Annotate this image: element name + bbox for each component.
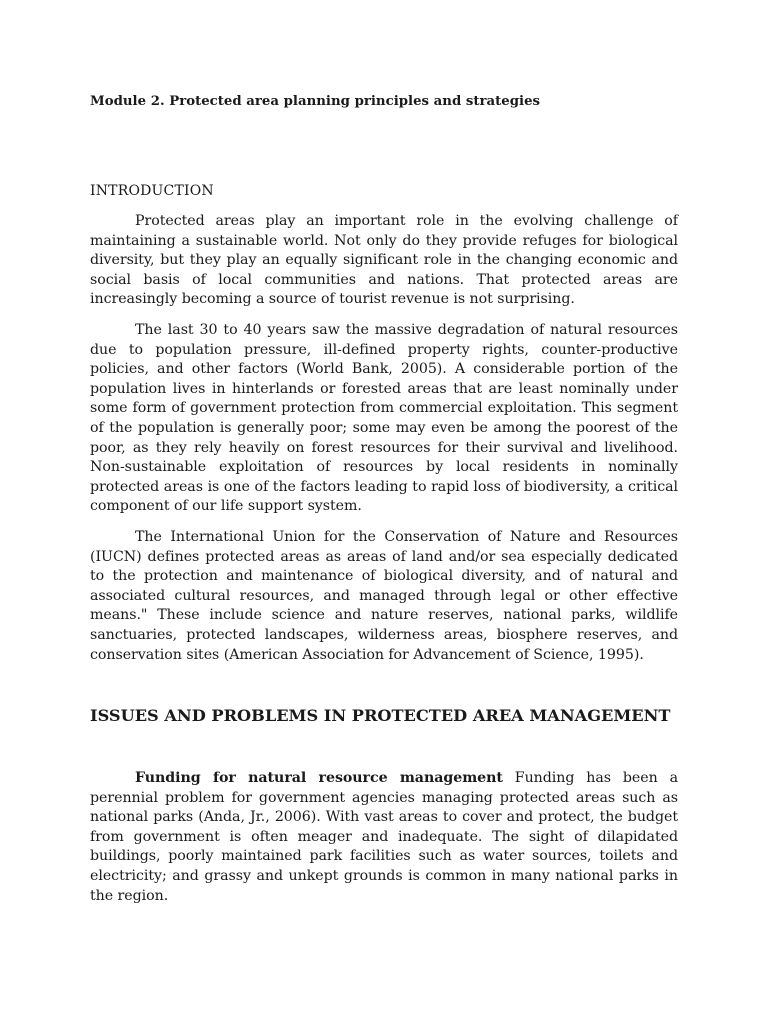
- introduction-heading: INTRODUCTION: [90, 183, 214, 199]
- funding-run-in-heading: Funding for natural resource management: [135, 770, 503, 786]
- funding-paragraph-text: Funding has been a perennial problem for government agencies managing protected areas such as national parks (Anda, Jr., 2006). With vast areas to cover and protect, the budget from government is often meager and inadequate. The sight of dilapidated buildings, poorly maintained park facilities such as water sources, toilets and electricity; and grassy and unkept grounds is common in many national parks in the region.: [90, 770, 678, 904]
- issues-section-heading: ISSUES AND PROBLEMS IN PROTECTED AREA MANAGEMENT: [90, 706, 671, 725]
- intro-paragraph-3: The International Union for the Conservation of Nature and Resources (IUCN) defines protected areas as areas of land and/or sea especially dedicated to the protection and maintenance of biological diversity, and of natural and associated cultural resources, and managed through legal or other effective means." These include science and nature reserves, national parks, wildlife sanctuaries, protected landscapes, wilderness areas, biosphere reserves, and conservation sites (American Association for Advancement of Science, 1995).: [90, 529, 678, 663]
- intro-paragraph-1: Protected areas play an important role in the evolving challenge of maintaining a sustainable world. Not only do they provide refuges for biological diversity, but they play an equally significant role in the changing economic and social basis of local communities and nations. That protected areas are increasingly becoming a source of tourist revenue is not surprising.: [90, 213, 678, 308]
- funding-paragraph: [90, 769, 678, 906]
- intro-paragraph-2: The last 30 to 40 years saw the massive degradation of natural resources due to population pressure, ill-defined property rights, counter-productive policies, and other factors (World Bank, 2005). A considerable portion of the population lives in hinterlands or forested areas that are least nominally under some form of government protection from commercial exploitation. This segment of the population is generally poor; some may even be among the poorest of the poor, as they rely heavily on forest resources for their survival and livelihood. Non-sustainable exploitation of resources by local residents in nominally protected areas is one of the factors leading to rapid loss of biodiversity, a critical component of our life support system.: [90, 322, 678, 515]
- module-title: Module 2. Protected area planning principles and strategies: [90, 94, 541, 109]
